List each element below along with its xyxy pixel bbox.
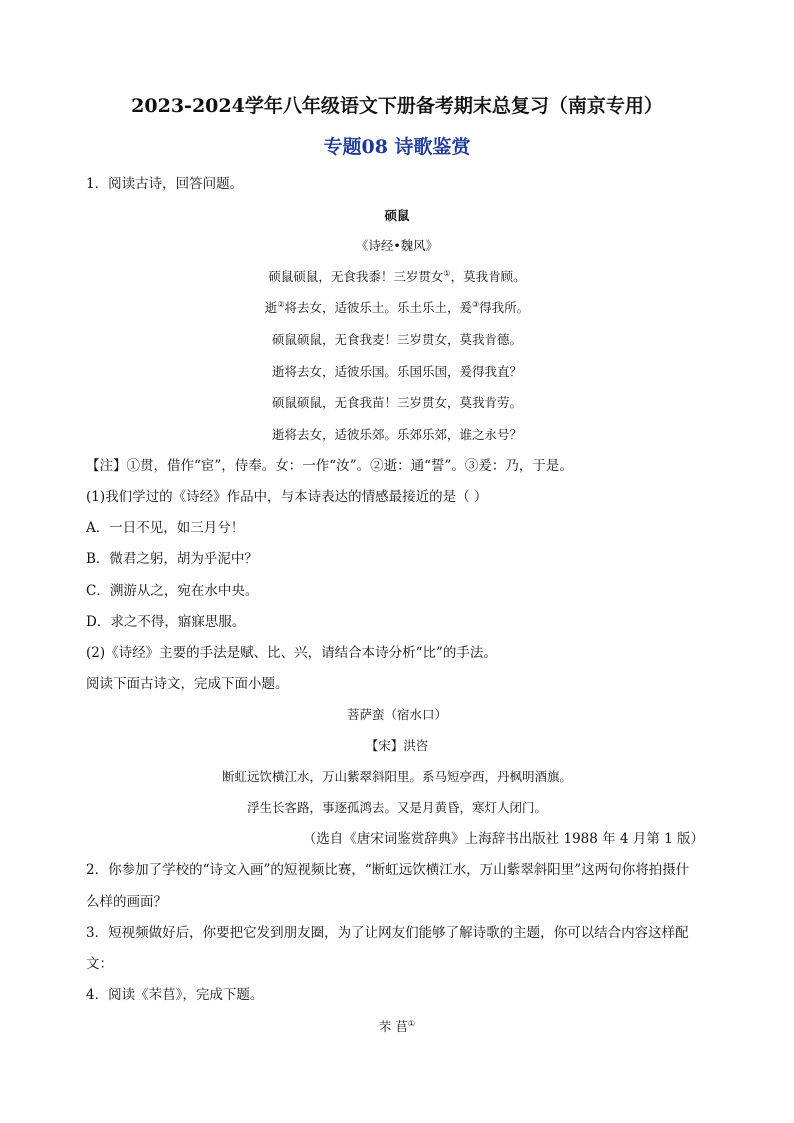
poem-line-text: 得我所。 <box>479 300 530 315</box>
option-b: B．微君之躬，胡为乎泥中？ <box>86 551 258 567</box>
poem-line: 硕鼠硕鼠，无食我苗！三岁贯女，莫我肯劳。 <box>271 395 522 410</box>
poem-title <box>0 1018 794 1034</box>
question-3-line: 文： <box>86 956 113 972</box>
question-4-intro: 4．阅读《芣苢》，完成下题。 <box>86 987 264 1003</box>
poem-line <box>0 299 794 315</box>
poem-line: 硕鼠硕鼠，无食我麦！三岁贯女，莫我肯德。 <box>271 332 522 347</box>
document-title: 2023-2024学年八年级语文下册备考期末总复习（南京专用） <box>131 95 663 117</box>
poem-source: 《诗经•魏风》 <box>355 238 439 253</box>
poem-title: 硕鼠 <box>384 208 410 223</box>
poem-line: 逝将去女，适彼乐国。乐国乐国，爰得我直？ <box>271 364 522 379</box>
document-subtitle: 专题08 诗歌鉴赏 <box>323 136 471 158</box>
sub-question-1: (1)我们学过的《诗经》作品中，与本诗表达的情感最接近的是（ ） <box>86 489 488 505</box>
option-a: A．一日不见，如三月兮！ <box>86 520 245 536</box>
question-1-intro: 1．阅读古诗，回答问题。 <box>86 176 244 192</box>
poem-line-text: ，莫我肯顾。 <box>450 269 526 284</box>
poem-line: 逝将去女，适彼乐郊。乐郊乐郊，谁之永号？ <box>271 427 522 442</box>
poem-line-text: 将去女，适彼乐土。乐土乐土，爰 <box>284 300 472 315</box>
footnote-marker: ① <box>443 268 451 278</box>
poem-note: 【注】①贯，借作“宦”，侍奉。女：一作“汝”。②逝：通“誓”。③爰：乃，于是。 <box>86 458 573 474</box>
poem-citation: （选自《唐宋词鉴赏辞典》上海辞书出版社 1988 年 4 月第 1 版） <box>302 831 704 847</box>
question-2-line: 么样的画面？ <box>86 894 167 910</box>
poem-title: 菩萨蛮（宿水口） <box>346 707 447 722</box>
poem-line: 浮生长客路，事逐孤鸿去。又是月黄昏，寒灯人闭门。 <box>246 800 547 815</box>
reading-intro: 阅读下面古诗文，完成下面小题。 <box>86 676 289 692</box>
option-d: D．求之不得，寤寐思服。 <box>86 614 246 630</box>
poem-line <box>0 268 794 284</box>
footnote-marker: ② <box>277 299 285 309</box>
poem-title-text: 芣 苢 <box>378 1019 408 1034</box>
sub-question-2: (2)《诗经》主要的手法是赋、比、兴，请结合本诗分析“比”的手法。 <box>86 645 497 661</box>
poem-line: 断虹远饮横江水，万山紫翠斜阳里。系马短亭西，丹枫明酒旗。 <box>221 769 572 784</box>
footnote-marker: ③ <box>472 299 480 309</box>
footnote-marker: ① <box>407 1018 416 1028</box>
question-2-line: 2．你参加了学校的“诗文入画”的短视频比赛，“断虹远饮横江水，万山紫翠斜阳里”这两句你将拍摄什 <box>86 862 690 878</box>
question-3-line: 3．短视频做好后，你要把它发到朋友圈，为了让网友们能够了解诗歌的主题，你可以结合内容这样配 <box>86 925 689 941</box>
poem-line-text: 逝 <box>264 300 278 315</box>
poem-line-text: 硕鼠硕鼠，无食我黍！三岁贯女 <box>268 269 444 284</box>
option-c: C．溯游从之，宛在水中央。 <box>86 583 259 599</box>
poem-author: 【宋】洪咨 <box>365 738 429 753</box>
